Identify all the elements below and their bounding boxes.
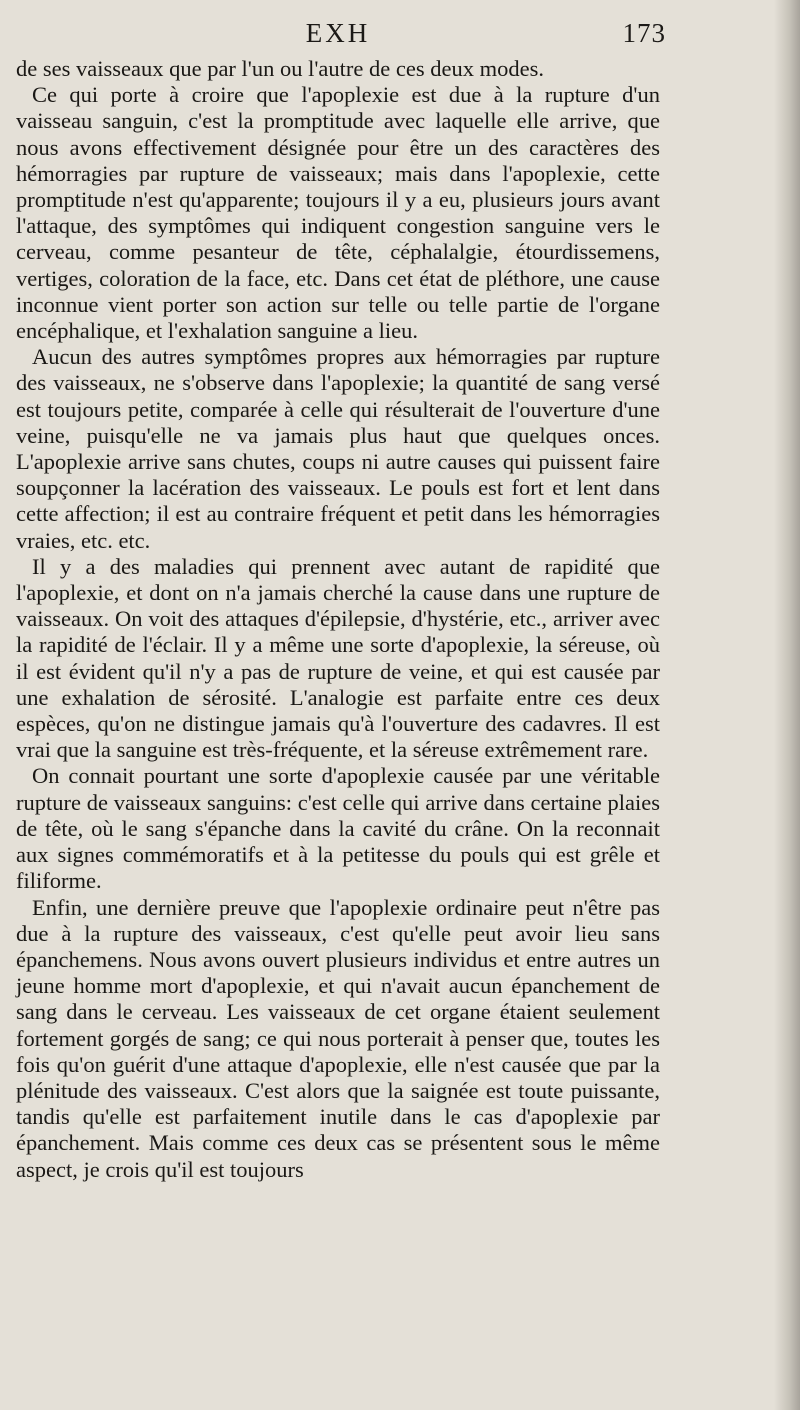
paragraph-final-proof: Enfin, une dernière preuve que l'apoplexie ordinaire peut n'être pas due à la rupture des vaisseaux, c'est qu'elle peut avoir lieu sans épanchemens. Nous avons ouvert plusieurs individus et entre autres un jeune homme mort d'apoplexie, et qui n'avait aucun épanchement de sang dans le cerveau. Les vaisseaux de cet organe étaient seulement fortement gorgés de sang; ce qui nous porterait à penser que, toutes les fois qu'on guérit d'une attaque d'apoplexie, elle n'est causée que par la plénitude des vaisseaux. C'est alors que la saignée est toute puissante, tandis qu'elle est parfaitement inutile dans le cas d'apoplexie par épanchement. Mais comme ces deux cas se présentent sous le même aspect, je crois qu'il est toujours (16, 894, 660, 1182)
paragraph-true-rupture: On connait pourtant une sorte d'apoplexie causée par une véritable rupture de vaisseaux sanguins: c'est celle qui arrive dans certaine plaies de tête, où le sang s'épanche dans la cavité du crâne. On la reconnait aux signes commémoratifs et à la petitesse du pouls qui est grêle et filiforme. (16, 763, 660, 894)
body-text (16, 56, 660, 1183)
paragraph-other-symptoms: Aucun des autres symptômes propres aux hémorragies par rupture des vaisseaux, ne s'observe dans l'apoplexie; la quantité de sang versé est toujours petite, comparée à celle qui résulterait de l'ouverture d'une veine, puisqu'elle ne va jamais plus haut que quelques onces. L'apoplexie arrive sans chutes, coups ni autre causes qui puissent faire soupçonner la lacération des vaisseaux. Le pouls est fort et lent dans cette affection; il est au contraire fréquent et petit dans les hémorragies vraies, etc. etc. (16, 344, 660, 553)
running-head (10, 18, 666, 52)
running-head-title: EXH (305, 18, 371, 48)
paragraph-continued: de ses vaisseaux que par l'un ou l'autre de ces deux modes. (16, 56, 544, 81)
page-number: 173 (622, 18, 666, 48)
paragraph-rupture-promptitude: Ce qui porte à croire que l'apoplexie est due à la rupture d'un vaisseau sanguin, c'est la promptitude avec laquelle elle arrive, que nous avons effectivement désignée pour être un des caractères des hémorragies par rupture de vaisseaux; mais dans l'apoplexie, cette promptitude n'est qu'apparente; toujours il y a eu, plusieurs jours avant l'attaque, des symptômes qui indiquent congestion sanguine vers le cerveau, comme pesanteur de tête, céphalalgie, étourdissemens, vertiges, coloration de la face, etc. Dans cet état de pléthore, une cause inconnue vient porter son action sur telle ou telle partie de l'organe encéphalique, et l'exhalation sanguine a lieu. (16, 82, 660, 344)
paragraph-rapid-diseases: Il y a des maladies qui prennent avec autant de rapidité que l'apoplexie, et dont on n'a jamais cherché la cause dans une rupture de vaisseaux. On voit des attaques d'épilepsie, d'hystérie, etc., arriver avec la rapidité de l'éclair. Il y a même une sorte d'apoplexie, la séreuse, où il est évident qu'il n'y a pas de rupture de veine, et qui est causée par une exhalation de sérosité. L'analogie est parfaite entre ces deux espèces, qu'on ne distingue jamais qu'à l'ouverture des cadavres. Il est vrai que la sanguine est très-fréquente, et la séreuse extrêmement rare. (16, 553, 660, 763)
